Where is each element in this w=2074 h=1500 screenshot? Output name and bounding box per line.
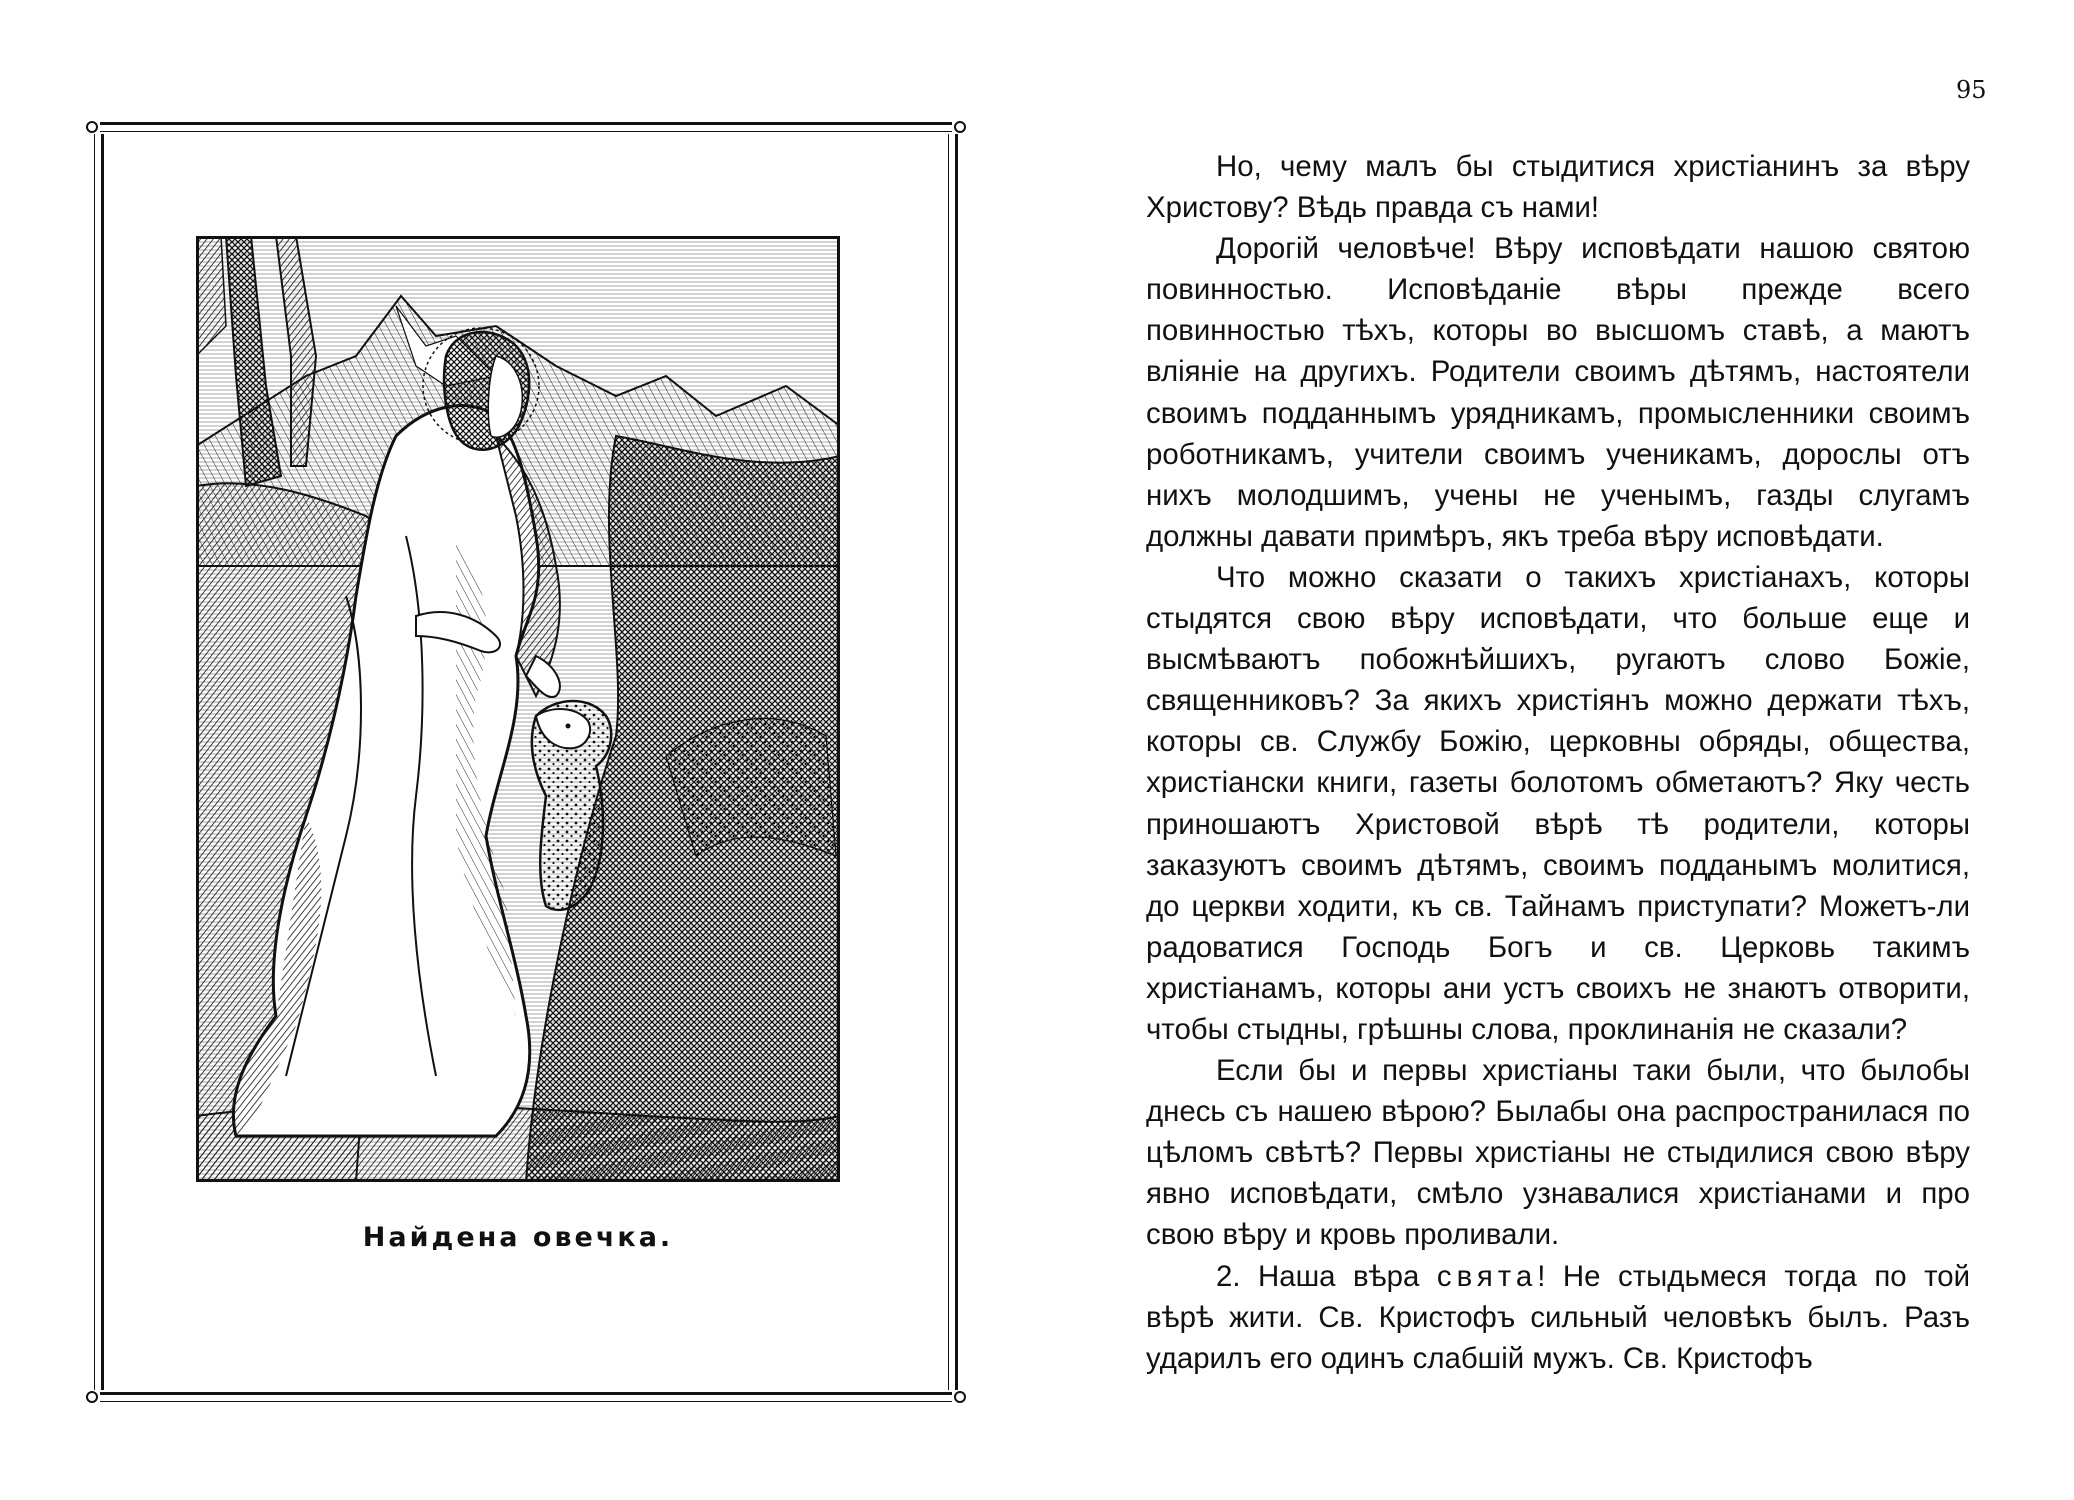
illustration-caption: Найдена овечка. [362, 1222, 674, 1253]
page-number: 95 [1956, 76, 1987, 104]
emphasized-word: свята [1436, 1259, 1538, 1293]
frame-corner-ornament [86, 1391, 98, 1403]
paragraph: Дорогій человѣче! Вѣру исповѣдати нашою святою повинностью. Исповѣданіе вѣры прежде всего повинностью тѣхъ, которы во высшомъ ставѣ, а маютъ вліяніе на другихъ. Родители своимъ дѣтямъ, настоятели своимъ подданнымъ урядникамъ, промысленники своимъ роботникамъ, учители своимъ ученикамъ, дорослы отъ нихъ молодшимъ, учены не ученымъ, газды слугамъ должны давати примѣръ, якъ треба вѣру исповѣдати. [1146, 232, 1970, 553]
engraving-illustration [196, 236, 840, 1182]
paragraph-numbered [1146, 1256, 1970, 1379]
frame-bottom-rule [100, 1392, 952, 1402]
frame-corner-ornament [954, 121, 966, 133]
frame-top-rule [100, 122, 952, 132]
paragraph: Если бы и первы христіаны таки были, что былобы днесь съ нашею вѣрою? Былабы она распространилася по цѣломъ свѣтѣ? Первы христіаны не стыдилися свою вѣру явно исповѣдати, смѣло узнавалися христіанами и про свою вѣру и кровь проливали. [1146, 1054, 1970, 1252]
frame-corner-ornament [954, 1391, 966, 1403]
paragraph-text: ! Не стыдьмеся тогда по той вѣрѣ жити. Св. Кристофъ сильный человѣкъ былъ. Разъ ударилъ его одинъ слабшій мужъ. Св. Кристофъ [1146, 1259, 1970, 1375]
bush-foliage [666, 719, 836, 856]
frame-left-rule [94, 134, 104, 1390]
frame-corner-ornament [86, 121, 98, 133]
frame-right-rule [948, 134, 958, 1390]
paragraph: Но, чему малъ бы стыдитися христіанинъ за вѣру Христову? Вѣдь правда съ нами! [1146, 150, 1970, 225]
paragraph-text: 2. Наша вѣра [1216, 1259, 1437, 1293]
lamb-eye [566, 724, 571, 729]
body-text [1146, 146, 1970, 1379]
paragraph: Что можно сказати о такихъ христіанахъ, которы стыдятся свою вѣру исповѣдати, что больше еще и высмѣваютъ побожнѣйшихъ, ругаютъ слово Божіе, священниковъ? За якихъ христіянъ можно держати тѣхъ, которы св. Службу Божію, церковны обряды, общества, христіански книги, газеты болотомъ обметаютъ? Яку честь приношаютъ Христовой вѣрѣ тѣ родители, которы заказуютъ своимъ дѣтямъ, своимъ подданымъ молитися, до церкви ходити, къ св. Тайнамъ приступати? Можетъ-ли радоватися Господь Богъ и св. Церковь такимъ христіанамъ, которы ани устъ своихъ не знаютъ отворити, чтобы стыдны, грѣшны слова, проклинанія не сказали? [1146, 560, 1970, 1046]
